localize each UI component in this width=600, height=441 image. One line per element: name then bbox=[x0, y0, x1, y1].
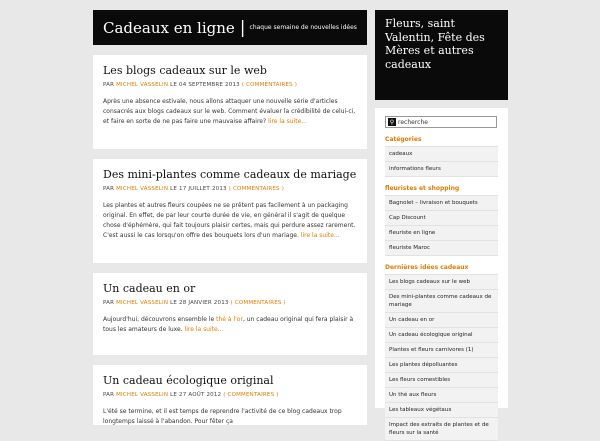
post-date: LE 17 JUILLET 2013 bbox=[170, 186, 227, 192]
excerpt-text-after: , un cadeau original qui fera plaisir à tous les amateurs de luxe. bbox=[103, 316, 354, 333]
fleuriste-item[interactable]: Bagnolet – livraison et bouquets bbox=[385, 196, 498, 211]
post-author-link[interactable]: MICHEL VASSELIN bbox=[116, 392, 169, 398]
post-date: LE 28 JANVIER 2013 bbox=[170, 300, 229, 306]
recent-item[interactable]: Les plantes dépolluantes bbox=[385, 358, 498, 373]
post-author-link[interactable]: MICHEL VASSELIN bbox=[116, 82, 169, 88]
recent-item[interactable]: Un cadeau écologique original bbox=[385, 328, 498, 343]
post-title[interactable]: Un cadeau écologique original bbox=[103, 374, 274, 387]
post-title[interactable]: Un cadeau en or bbox=[103, 282, 196, 295]
recent-item[interactable]: Les tableaux végétaux bbox=[385, 403, 498, 418]
post-author-link[interactable]: MICHEL VASSELIN bbox=[116, 300, 169, 306]
post-card bbox=[93, 159, 367, 263]
post-card bbox=[93, 55, 367, 149]
recent-item[interactable]: Des mini-plantes comme cadeaux de mariage bbox=[385, 290, 498, 313]
meta-par: PAR bbox=[103, 186, 115, 192]
post-excerpt bbox=[103, 315, 357, 335]
post-date: LE 27 AOÛT 2012 bbox=[170, 392, 222, 398]
category-item[interactable]: cadeaux bbox=[385, 147, 498, 162]
read-more-link[interactable]: lire la suite... bbox=[300, 232, 340, 239]
main-column bbox=[93, 10, 367, 425]
site-header bbox=[93, 10, 367, 45]
post-excerpt bbox=[103, 97, 357, 127]
sidebar-widgets bbox=[375, 108, 508, 436]
post-comments-link[interactable]: ( COMMENTAIRES ) bbox=[230, 300, 286, 306]
recent-item[interactable]: Un thé aux fleurs bbox=[385, 388, 498, 403]
post-author-link[interactable]: MICHEL VASSELIN bbox=[116, 186, 169, 192]
site-title[interactable]: Cadeaux en ligne bbox=[103, 18, 235, 37]
category-item[interactable]: informations fleurs bbox=[385, 162, 498, 177]
fleuristes-list bbox=[385, 195, 498, 256]
recent-posts-list bbox=[385, 274, 498, 441]
fleuriste-item[interactable]: fleuriste en ligne bbox=[385, 226, 498, 241]
post-meta bbox=[103, 300, 357, 306]
title-separator: | bbox=[239, 17, 246, 38]
recent-item[interactable]: Plantes et fleurs carnivores (1) bbox=[385, 343, 498, 358]
post-meta bbox=[103, 82, 357, 88]
post-card bbox=[93, 365, 367, 425]
meta-par: PAR bbox=[103, 82, 115, 88]
search-icon[interactable]: ⚲ bbox=[389, 118, 395, 126]
search-input[interactable]: recherche bbox=[398, 118, 428, 126]
site-tagline: chaque semaine de nouvelles idées bbox=[249, 24, 357, 31]
recent-item[interactable]: Un cadeau en or bbox=[385, 313, 498, 328]
read-more-link[interactable]: lire la suite... bbox=[184, 326, 224, 333]
sidebar bbox=[375, 10, 508, 436]
post-card bbox=[93, 273, 367, 355]
excerpt-text: Aujourd'hui, découvrons ensemble le bbox=[103, 316, 215, 323]
post-date: LE 04 SEPTEMBRE 2013 bbox=[170, 82, 240, 88]
post-comments-link[interactable]: ( COMMENTAIRES ) bbox=[241, 82, 298, 88]
recent-heading: Dernières idées cadeaux bbox=[385, 264, 469, 271]
post-title[interactable]: Les blogs cadeaux sur le web bbox=[103, 64, 267, 77]
meta-par: PAR bbox=[103, 300, 115, 306]
fleuriste-item[interactable]: Cap Discount bbox=[385, 211, 498, 226]
tea-link[interactable]: thé à l'or bbox=[216, 316, 243, 323]
read-more-link[interactable]: lire la suite... bbox=[268, 118, 307, 125]
fleuriste-item[interactable]: fleuriste Maroc bbox=[385, 241, 498, 256]
post-excerpt bbox=[103, 201, 357, 241]
recent-item[interactable]: Impact des extraits de plantes et de fleurs sur la santé bbox=[385, 418, 498, 441]
recent-item[interactable]: Les fleurs comestibles bbox=[385, 373, 498, 388]
categories-list bbox=[385, 146, 498, 177]
fleuristes-heading: fleuristes et shopping bbox=[385, 185, 460, 192]
meta-par: PAR bbox=[103, 392, 115, 398]
post-excerpt bbox=[103, 407, 357, 427]
post-meta bbox=[103, 186, 357, 192]
excerpt-text: Après une absence estivale, nous allons attaquer une nouvelle série d'articles consacrés aux blogs cadeaux sur le web. Comment évaluer la crédibilité de celui-ci, et faire en sorte de ne pas faire une mauvaise affaire? bbox=[103, 98, 356, 125]
post-title[interactable]: Des mini-plantes comme cadeaux de mariage bbox=[103, 168, 357, 181]
search-box[interactable] bbox=[385, 116, 497, 128]
sidebar-title: Fleurs, saint Valentin, Fête des Mères et autres cadeaux bbox=[375, 10, 508, 100]
recent-item[interactable]: Les blogs cadeaux sur le web bbox=[385, 275, 498, 290]
post-comments-link[interactable]: ( COMMENTAIRES ) bbox=[228, 186, 285, 192]
post-meta bbox=[103, 392, 357, 398]
excerpt-text: L'été se termine, et il est temps de reprendre l'activité de ce blog cadeaux trop longtemps laissé à l'abandon. Pour fêter ça bbox=[103, 408, 342, 425]
categories-heading: Catégories bbox=[385, 136, 422, 143]
post-comments-link[interactable]: ( COMMENTAIRES ) bbox=[223, 392, 279, 398]
excerpt-text: Les plantes et autres fleurs coupées ne se prêtent pas facilement à un packaging original. En effet, de par leur courte durée de vie, en général il s'agit de quelque chose d'éphémère, qui fait toujours plaisir certes, mais qui perdure assez rarement. C'est aussi le cas lorsqu'on offre des bouquets lors d'un mariage. bbox=[103, 202, 356, 239]
